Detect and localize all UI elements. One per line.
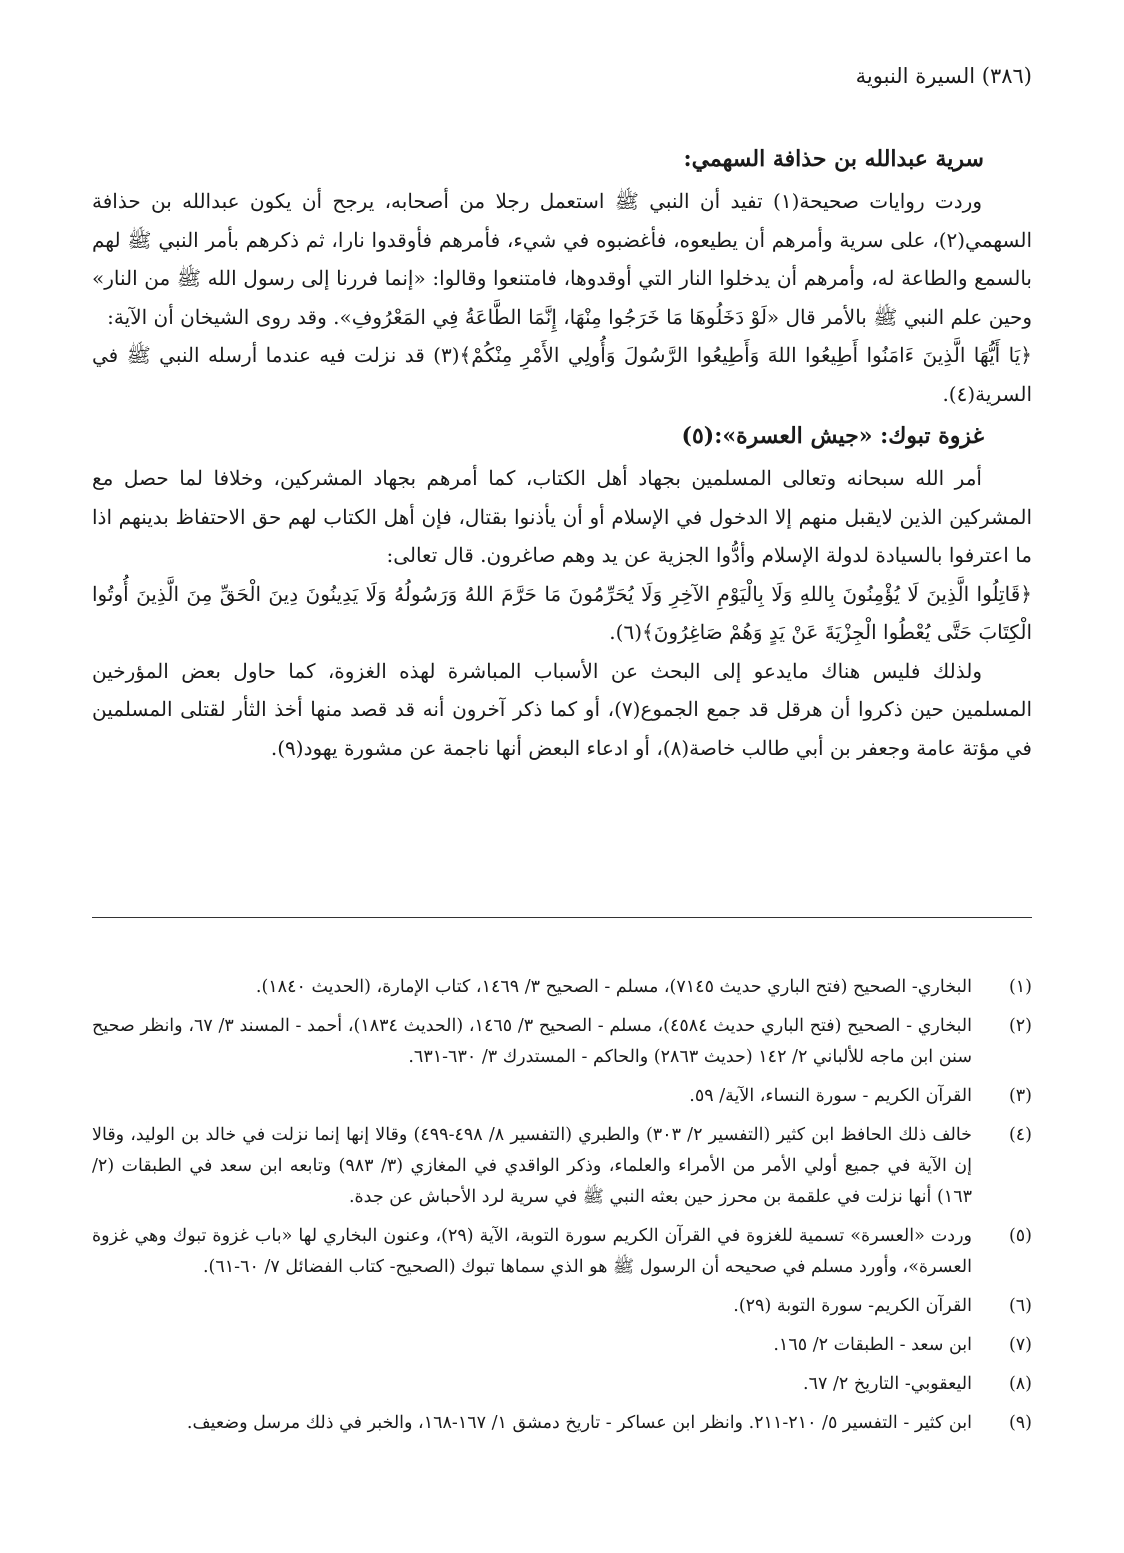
footnote-text: البخاري - الصحيح (فتح الباري حديث ٤٥٨٤)، مسلم - الصحيح ٣/ ١٤٦٥، (الحديث ١٨٣٤)، أحمد - المسند ٣/ ٦٧، وانظر صحيح سنن ابن ماجه للألباني ٢/ ١٤٢ (حديث ٢٨٦٣) والحاكم - المستدرك ٣/ ٦٣٠-٦٣١. xyxy=(92,1016,972,1067)
footnote xyxy=(92,1011,1032,1073)
footnote-number: (٩) xyxy=(1008,1413,1032,1433)
footnote-text: ابن سعد - الطبقات ٢/ ١٦٥. xyxy=(773,1335,972,1355)
footnote xyxy=(92,1120,1032,1213)
footnote-text: البخاري- الصحيح (فتح الباري حديث ٧١٤٥)، مسلم - الصحيح ٣/ ١٤٦٩، كتاب الإمارة، (الحديث ١٨٤٠). xyxy=(255,977,972,997)
footnote xyxy=(92,1081,1032,1112)
quran-verse-obedience: ﴿يَا أَيُّهَا الَّذِينَ ءَامَنُوا أَطِيعُوا اللهَ وَأَطِيعُوا الرَّسُولَ وَأُولِي الأَمْرِ مِنْكُمْ﴾(٣) قد نزلت فيه عندما أرسله النبي ﷺ في السرية(٤). xyxy=(92,343,1033,406)
quran-verse-jizya: ﴿قَاتِلُوا الَّذِينَ لَا يُؤْمِنُونَ بِاللهِ وَلَا بِالْيَوْمِ الآخِرِ وَلَا يُحَرِّمُونَ مَا حَرَّمَ اللهُ وَرَسُولُهُ وَلَا يَدِينُونَ دِينَ الْحَقِّ مِنَ الَّذِينَ أُوتُوا الْكِتَابَ حَتَّى يُعْطُوا الْجِزْيَةَ عَنْ يَدٍ وَهُمْ صَاغِرُونَ﴾(٦). xyxy=(92,581,1032,644)
footnote-number: (١) xyxy=(1008,977,1032,997)
footnote-text: القرآن الكريم - سورة النساء، الآية/ ٥٩. xyxy=(689,1086,972,1106)
footnote xyxy=(92,1369,1032,1400)
footnote xyxy=(92,1330,1032,1361)
footnote xyxy=(92,1408,1032,1439)
footnote-number: (٥) xyxy=(1008,1226,1032,1246)
paragraph-tabuk-causes: ولذلك فليس هناك مايدعو إلى البحث عن الأسباب المباشرة لهذه الغزوة، كما حاول بعض المؤرخين المسلمين حين ذكروا أن هرقل قد جمع الجموع(٧)، أو كما ذكر آخرون أنه قد قصد منها أخذ الثأر لقتلى المسلمين في مؤتة عامة وجعفر بن أبي طالب خاصة(٨)، أو ادعاء البعض أنها ناجمة عن مشورة يهود(٩). xyxy=(92,658,1032,760)
footnote-number: (٦) xyxy=(1008,1296,1032,1316)
footnote xyxy=(92,1221,1032,1283)
footnote-number: (٢) xyxy=(1008,1016,1032,1036)
section-title-abdullah-sariya: سرية عبدالله بن حذافة السهمي: xyxy=(683,146,984,172)
footnote xyxy=(92,972,1032,1003)
footnote-text: وردت «العسرة» تسمية للغزوة في القرآن الكريم سورة التوبة، الآية (٢٩)، وعنون البخاري لها «باب غزوة تبوك وهي غزوة العسرة»، وأورد مسلم في صحيحه أن الرسول ﷺ هو الذي سماها تبوك (الصحيح- كتاب الفضائل ٧/ ٦٠-٦١). xyxy=(92,1226,972,1277)
footnote-text: اليعقوبي- التاريخ ٢/ ٦٧. xyxy=(803,1374,972,1394)
footnote-text: ابن كثير - التفسير ٥/ ٢١٠-٢١١. وانظر ابن عساكر - تاريخ دمشق ١/ ١٦٧-١٦٨، والخبر في ذلك مرسل وضعيف. xyxy=(186,1413,972,1433)
main-text xyxy=(92,140,1032,767)
paragraph-tabuk-intro: أمر الله سبحانه وتعالى المسلمين بجهاد أهل الكتاب، كما أمرهم بجهاد المشركين، وخلافا لما حصل مع المشركين الذين لايقبل منهم إلا الدخول في الإسلام أو أن يأذنوا بقتال، فإن أهل الكتاب لهم حق الاحتفاظ بدينهم اذا ما اعترفوا بالسيادة لدولة الإسلام وأدُّوا الجزية عن يد وهم صاغرون. قال تعالى: xyxy=(92,466,1032,567)
footnote-number: (٧) xyxy=(1008,1335,1032,1355)
paragraph-sariya-story: وردت روايات صحيحة(١) تفيد أن النبي ﷺ استعمل رجلا من أصحابه، يرجح أن يكون عبدالله بن حذافة السهمي(٢)، على سرية وأمرهم أن يطيعوه، فأغضبوه في شيء، فأمرهم فأوقدوا نارا، ثم ذكرهم بأمر النبي ﷺ لهم بالسمع والطاعة له، وأمرهم أن يدخلوا النار التي أوقدوها، فامتنعوا وقالوا: «إنما فررنا إلى رسول الله ﷺ من النار» وحين علم النبي ﷺ بالأمر قال «لَوْ دَخَلُوهَا مَا خَرَجُوا مِنْهَا، إِنَّمَا الطَّاعَةُ فِي المَعْرُوفِ». وقد روى الشيخان أن الآية: xyxy=(92,189,1032,329)
section-title-tabuk: غزوة تبوك: «جيش العسرة»:(٥) xyxy=(681,423,984,449)
footnote-text: القرآن الكريم- سورة التوبة (٢٩). xyxy=(733,1296,972,1316)
footnotes xyxy=(92,972,1032,1447)
footnote-number: (٣) xyxy=(1008,1086,1032,1106)
page-header: (٣٨٦) السيرة النبوية xyxy=(855,64,1032,88)
footnote xyxy=(92,1291,1032,1322)
footnote-text: خالف ذلك الحافظ ابن كثير (التفسير ٢/ ٣٠٣) والطبري (التفسير ٨/ ٤٩٨-٤٩٩) وقالا إنها إنما نزلت في خالد بن الوليد، وقالا إن الآية في جميع أولي الأمر من الأمراء والعلماء، وذكر الواقدي في المغازي (٣/ ٩٨٣) وتابعه ابن سعد في الطبقات (٢/ ١٦٣) أنها نزلت في علقمة بن محرز حين بعثه النبي ﷺ في سرية لرد الأحباش عن جدة. xyxy=(92,1125,972,1207)
footnote-number: (٨) xyxy=(1008,1374,1032,1394)
footnote-separator xyxy=(92,917,1032,918)
footnote-number: (٤) xyxy=(1008,1125,1032,1145)
